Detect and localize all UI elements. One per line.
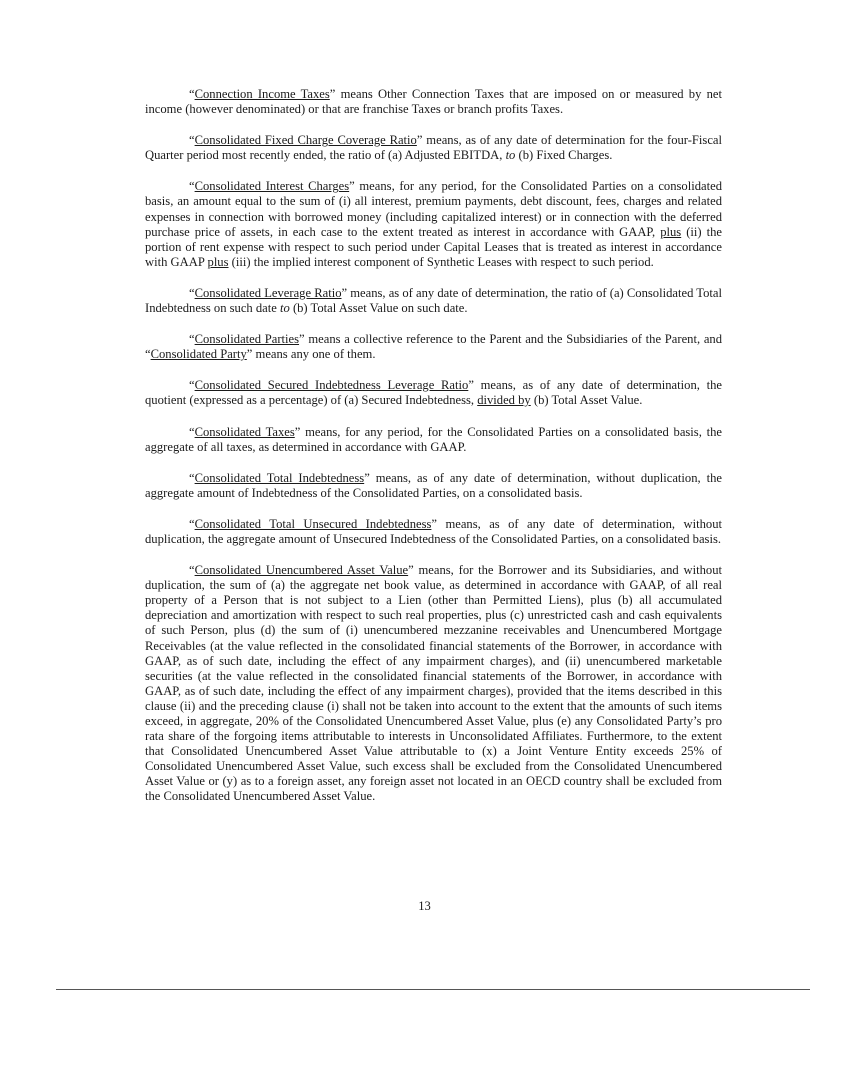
defined-term: Consolidated Interest Charges xyxy=(194,179,350,194)
defined-term: Consolidated Secured Indebtedness Leverage Ratio xyxy=(194,378,469,393)
defined-term: Connection Income Taxes xyxy=(194,87,330,101)
definition-secured-indebtedness-leverage-ratio: “Consolidated Secured Indebtedness Leverage Ratio” means, as of any date of determination, the quotient (expressed as a percentage) of (a) Secured Indebtedness, divided by (b) Total Asset Value. xyxy=(145,378,722,408)
definition-total-unsecured-indebtedness: “Consolidated Total Unsecured Indebtedness” means, as of any date of determination, without duplication, the aggregate amount of Unsecured Indebtedness of the Consolidated Parties, on a consolidated basis. xyxy=(145,516,722,546)
definition-consolidated-parties: “Consolidated Parties” means a collective reference to the Parent and the Subsidiaries of the Parent, and “Consolidated Party” means any one of them. xyxy=(145,332,722,362)
definition-connection-income-taxes: “Connection Income Taxes” means Other Connection Taxes that are imposed on or measured by net income (however denominated) or that are franchise Taxes or branch profits Taxes. xyxy=(145,87,722,117)
defined-term: Consolidated Fixed Charge Coverage Ratio xyxy=(194,133,417,148)
definition-unencumbered-asset-value: “Consolidated Unencumbered Asset Value” means, for the Borrower and its Subsidiaries, and without duplication, the sum of (a) the aggregate net book value, as determined in accordance with GAAP, of all real property of a Person that is not subject to a Lien (other than Permitted Liens), plus (b) all accumulated depreciation and amortization with respect to such real properties, plus (c) unrestricted cash and cash equivalents of such Person, plus (d) the sum of (i) unencumbered mezzanine receivables and Unencumbered Mortgage Receivables (at the value reflected in the consolidated financial statements of the Borrower, in accordance with GAAP, as of such date, including the effect of any impairment charges), and (ii) unencumbered marketable securities (at the value reflected in the consolidated financial statements of the Borrower, in accordance with GAAP, as of such date, including the effect of any impairment charges), provided that the items described in this clause (ii) and the preceding clause (i) shall not be taken into account to the extent that the amounts of such items exceed, in aggregate, 20% of the Consolidated Unencumbered Asset Value, plus (e) any Consolidated Party’s pro rata share of the forgoing items attributable to interests in Unconsolidated Affiliates. Furthermore, to the extent that Consolidated Unencumbered Asset Value attributable to (x) a Joint Venture Entity exceeds 25% of Consolidated Unencumbered Asset Value, such excess shall be excluded from the Consolidated Unencumbered Asset Value or (y) as to a foreign asset, any foreign asset not located in an OECD country shall be excluded from the Consolidated Unencumbered Asset Value. xyxy=(145,563,723,804)
definition-fixed-charge-coverage-ratio: “Consolidated Fixed Charge Coverage Ratio” means, as of any date of determination for the four-Fiscal Quarter period most recently ended, the ratio of (a) Adjusted EBITDA, to (b) Fixed Charges. xyxy=(145,133,723,163)
definition-total-indebtedness: “Consolidated Total Indebtedness” means, as of any date of determination, without duplication, the aggregate amount of Indebtedness of the Consolidated Parties, on a consolidated basis. xyxy=(145,470,723,500)
defined-term: Consolidated Taxes xyxy=(194,424,295,439)
defined-term: Consolidated Party xyxy=(150,347,247,362)
page-divider xyxy=(56,989,810,990)
definition-leverage-ratio: “Consolidated Leverage Ratio” means, as of any date of determination, the ratio of (a) Consolidated Total Indebtedness on such date to (b) Total Asset Value on such date. xyxy=(145,285,722,316)
defined-term: Consolidated Parties xyxy=(194,332,300,347)
definition-consolidated-taxes: “Consolidated Taxes” means, for any period, for the Consolidated Parties on a consolidated basis, the aggregate of all taxes, as determined in accordance with GAAP. xyxy=(145,424,722,454)
defined-term: Consolidated Leverage Ratio xyxy=(194,285,342,300)
defined-term: Consolidated Unencumbered Asset Value xyxy=(194,563,409,578)
defined-term: Consolidated Total Indebtedness xyxy=(194,470,365,485)
definition-interest-charges: “Consolidated Interest Charges” means, for any period, for the Consolidated Parties on a consolidated basis, an amount equal to the sum of (i) all interest, premium payments, debt discount, fees, charges and related expenses in connection with borrowed money (including capitalized interest) or in connection with the deferred purchase price of assets, in each case to the extent treated as interest in accordance with GAAP, plus (ii) the portion of rent expense with respect to such period under Capital Leases that is treated as interest in accordance with GAAP plus (iii) the implied interest component of Synthetic Leases with respect to such period. xyxy=(145,179,722,269)
defined-term: Consolidated Total Unsecured Indebtedness xyxy=(194,516,432,531)
page-number: 13 xyxy=(418,899,431,913)
definitions-section xyxy=(145,87,722,821)
